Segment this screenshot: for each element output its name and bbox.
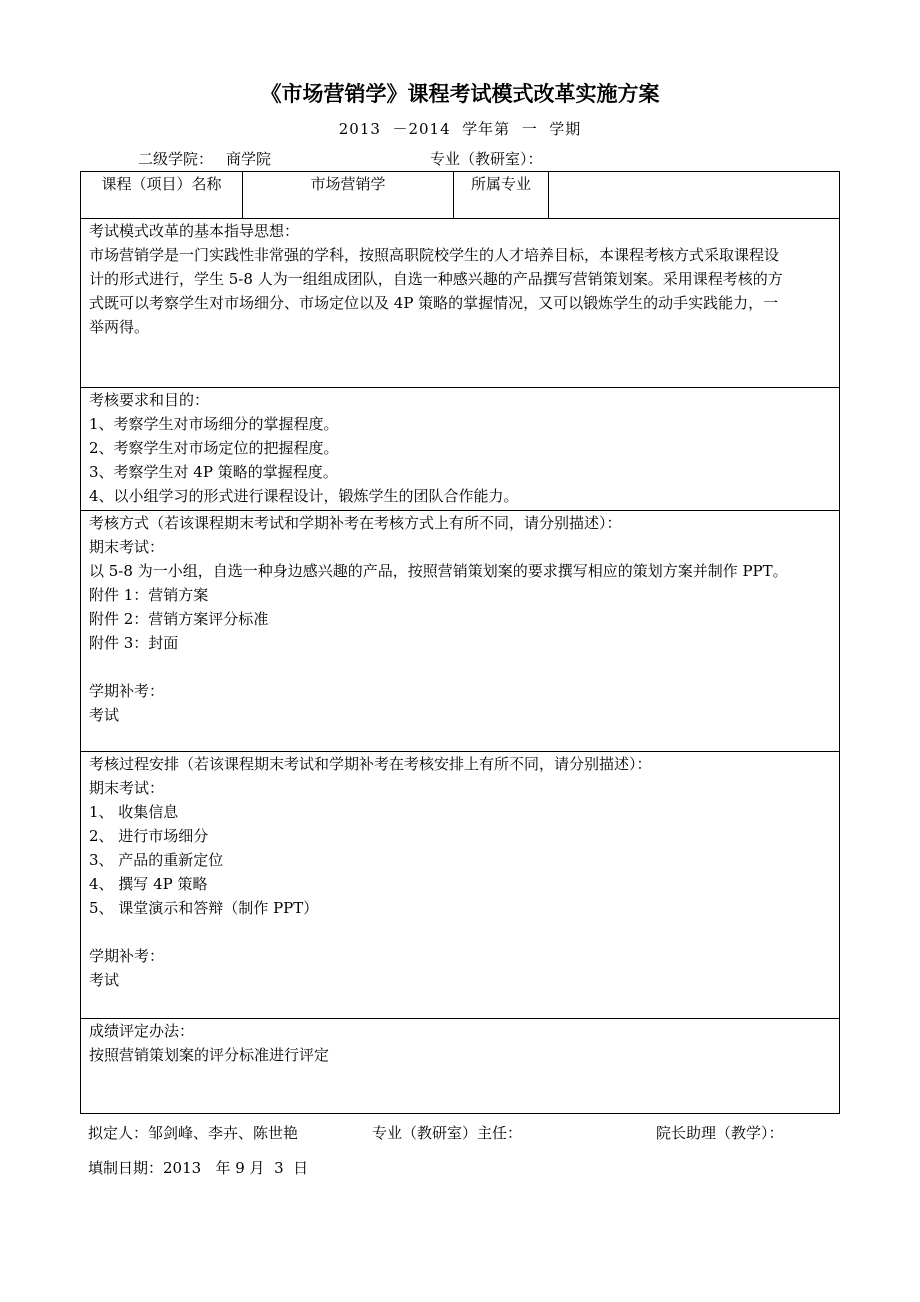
course-name-value: 市场营销学 <box>243 172 454 219</box>
guideline-line: 式既可以考察学生对市场细分、市场定位以及 4P 策略的掌握情况，又可以锻炼学生的动手实践能力，一 <box>89 294 779 312</box>
requirement-item: 2、考察学生对市场定位的把握程度。 <box>89 439 339 457</box>
major-label: 专业（教研室）： <box>430 150 543 168</box>
reform-plan-table <box>80 171 840 1114</box>
process-line: 考试 <box>89 971 120 989</box>
guideline-line: 市场营销学是一门实践性非常强的学科，按照高职院校学生的人才培养目标，本课程考核方式采取课程设 <box>89 246 780 264</box>
drafter-signature: 拟定人：邹剑峰、李卉、陈世艳 <box>88 1124 299 1142</box>
section-heading: 考核方式（若该课程期末考试和学期补考在考核方式上有所不同，请分别描述）： <box>89 514 622 532</box>
section-heading: 考试模式改革的基本指导思想： <box>89 222 300 240</box>
method-line <box>89 655 831 679</box>
course-header-row <box>81 172 840 219</box>
course-name-label: 课程（项目）名称 <box>81 172 243 219</box>
method-line: 附件 2：营销方案评分标准 <box>89 610 269 628</box>
grading-line: 按照营销策划案的评分标准进行评定 <box>89 1046 330 1064</box>
requirement-item: 4、以小组学习的形式进行课程设计，锻炼学生的团队合作能力。 <box>89 487 519 505</box>
method-line: 期末考试： <box>89 538 165 556</box>
assistant-signature: 院长助理（教学）： <box>656 1124 784 1142</box>
process-line: 4、 撰写 4P 策略 <box>89 875 208 893</box>
college-value: 商学院 <box>226 150 272 168</box>
grading-section <box>81 1019 840 1114</box>
director-signature: 专业（教研室）主任： <box>372 1124 523 1142</box>
requirement-item: 1、考察学生对市场细分的掌握程度。 <box>89 415 339 433</box>
method-line: 以 5-8 为一小组，自选一种身边感兴趣的产品，按照营销策划案的要求撰写相应的策划方案并制作 PPT。 <box>89 562 788 580</box>
method-line: 附件 3：封面 <box>89 634 179 652</box>
method-line: 附件 1：营销方案 <box>89 586 209 604</box>
major-label-cell: 所属专业 <box>454 172 549 219</box>
academic-term: 2013 －2014 学年第 一 学期 <box>338 120 582 138</box>
method-line: 学期补考： <box>89 682 165 700</box>
section-heading: 考核要求和目的： <box>89 391 210 409</box>
process-line: 5、 课堂演示和答辩（制作 PPT） <box>89 899 319 917</box>
major-value-cell <box>549 172 840 219</box>
fill-date: 填制日期：2013 年 9 月 3 日 <box>88 1159 309 1177</box>
section-heading: 成绩评定办法： <box>89 1022 195 1040</box>
college-label: 二级学院： <box>138 150 214 168</box>
process-line: 3、 产品的重新定位 <box>89 851 224 869</box>
document-title: 《市场营销学》课程考试模式改革实施方案 <box>260 82 660 106</box>
guideline-line: 举两得。 <box>89 318 150 336</box>
requirements-section <box>81 388 840 511</box>
section-heading: 考核过程安排（若该课程期末考试和学期补考在考核安排上有所不同，请分别描述）： <box>89 755 652 773</box>
process-line: 1、 收集信息 <box>89 803 179 821</box>
process-line: 学期补考： <box>89 947 165 965</box>
process-line <box>89 920 831 944</box>
process-line: 2、 进行市场细分 <box>89 827 209 845</box>
guideline-line: 计的形式进行，学生 5-8 人为一组组成团队，自选一种感兴趣的产品撰写营销策划案。采用课程考核的方 <box>89 270 783 288</box>
guideline-section <box>81 219 840 388</box>
method-section <box>81 511 840 752</box>
process-section <box>81 752 840 1019</box>
requirement-item: 3、考察学生对 4P 策略的掌握程度。 <box>89 463 338 481</box>
process-line: 期末考试： <box>89 779 165 797</box>
method-line: 考试 <box>89 706 120 724</box>
